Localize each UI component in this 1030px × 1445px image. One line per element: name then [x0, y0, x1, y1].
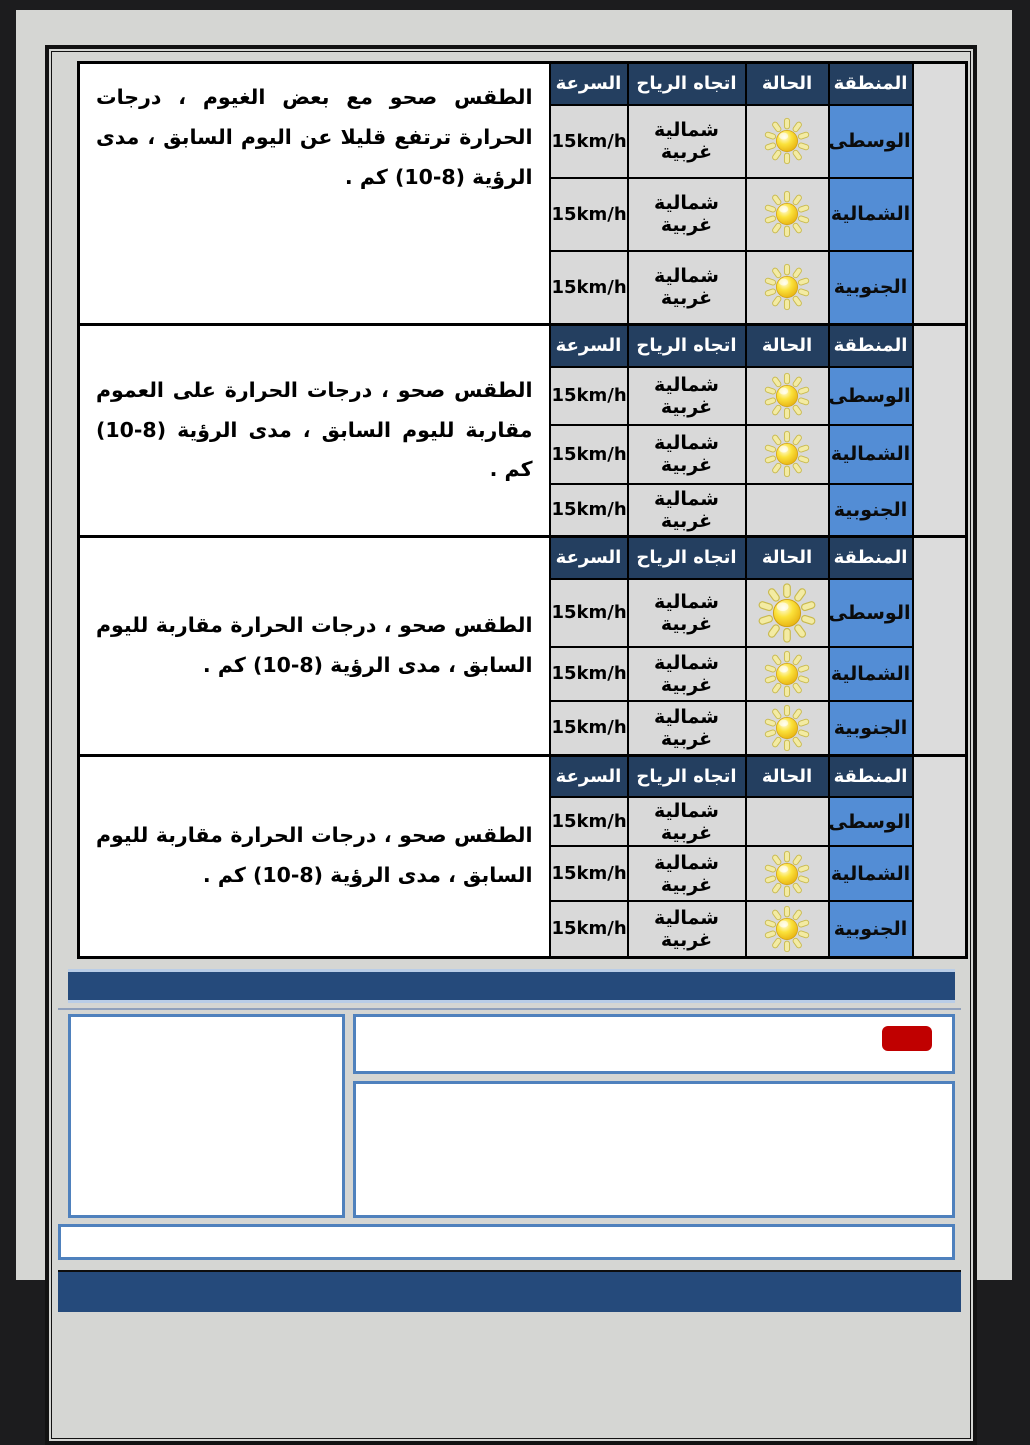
footer-navy-bar — [58, 1270, 961, 1312]
speed-cell: 15km/h — [550, 425, 628, 484]
region-cell: الجنوبية — [829, 251, 913, 325]
speed-header: السرعة — [550, 755, 628, 797]
condition-cell — [746, 367, 829, 426]
condition-header: الحالة — [746, 325, 829, 367]
condition-cell — [746, 579, 829, 647]
region-cell: الشمالية — [829, 846, 913, 901]
speed-cell: 15km/h — [550, 647, 628, 701]
header-row — [79, 537, 967, 579]
condition-cell — [746, 797, 829, 846]
footer-right-column — [353, 1014, 955, 1218]
day-section — [77, 323, 968, 538]
region-header: المنطقة — [829, 325, 913, 367]
condition-cell — [746, 901, 829, 957]
section-title-bar — [68, 969, 955, 1003]
speed-cell: 15km/h — [550, 251, 628, 325]
document-page — [16, 10, 1012, 1280]
red-badge — [882, 1026, 932, 1051]
region-cell: الوسطى — [829, 797, 913, 846]
day-date-cell — [913, 63, 967, 325]
wind-direction-cell: شمالية غربية — [628, 251, 746, 325]
sun-icon — [762, 849, 812, 899]
wind-direction-cell: شمالية غربية — [628, 105, 746, 178]
sun-icon — [762, 189, 812, 239]
region-header: المنطقة — [829, 63, 913, 105]
condition-header: الحالة — [746, 537, 829, 579]
sun-icon — [762, 703, 812, 753]
condition-cell — [746, 484, 829, 537]
day-date-cell — [913, 325, 967, 537]
sun-icon — [762, 649, 812, 699]
header-row — [79, 63, 967, 105]
day-forecast-description: الطقس صحو مع بعض الغيوم ، درجات الحرارة ترتفع قليلا عن اليوم السابق ، مدى الرؤية (8-10) كم . — [79, 63, 550, 325]
header-row — [79, 325, 967, 367]
condition-cell — [746, 105, 829, 178]
day-date-cell — [913, 755, 967, 957]
sun-icon — [762, 904, 812, 954]
region-cell: الوسطى — [829, 105, 913, 178]
region-cell: الشمالية — [829, 425, 913, 484]
day-forecast-description: الطقس صحو ، درجات الحرارة على العموم مقاربة لليوم السابق ، مدى الرؤية (8-10) كم . — [79, 325, 550, 537]
page-border-frame — [45, 45, 977, 1445]
wind-direction-header: اتجاه الرياح — [628, 537, 746, 579]
wind-direction-cell: شمالية غربية — [628, 484, 746, 537]
day-section — [77, 535, 968, 757]
sun-icon — [762, 262, 812, 312]
sun-icon — [755, 581, 819, 645]
day-section — [77, 754, 968, 959]
footer-note-box — [58, 1224, 955, 1260]
speed-cell: 15km/h — [550, 178, 628, 251]
condition-cell — [746, 846, 829, 901]
region-cell: الوسطى — [829, 579, 913, 647]
speed-cell: 15km/h — [550, 579, 628, 647]
condition-header: الحالة — [746, 63, 829, 105]
speed-cell: 15km/h — [550, 901, 628, 957]
forecast-table — [49, 61, 968, 959]
wind-direction-cell: شمالية غربية — [628, 367, 746, 426]
divider-line — [58, 1008, 961, 1010]
region-header: المنطقة — [829, 755, 913, 797]
condition-header: الحالة — [746, 755, 829, 797]
header-row — [79, 755, 967, 797]
condition-cell — [746, 425, 829, 484]
footer-right-bottom-box — [353, 1081, 955, 1218]
wind-direction-cell: شمالية غربية — [628, 901, 746, 957]
wind-direction-cell: شمالية غربية — [628, 178, 746, 251]
day-forecast-description: الطقس صحو ، درجات الحرارة مقاربة لليوم السابق ، مدى الرؤية (8-10) كم . — [79, 537, 550, 756]
condition-cell — [746, 647, 829, 701]
speed-cell: 15km/h — [550, 105, 628, 178]
wind-direction-header: اتجاه الرياح — [628, 325, 746, 367]
sun-icon — [762, 116, 812, 166]
wind-direction-header: اتجاه الرياح — [628, 755, 746, 797]
footer-right-top-box — [353, 1014, 955, 1074]
wind-direction-cell: شمالية غربية — [628, 647, 746, 701]
condition-cell — [746, 178, 829, 251]
day-section — [77, 61, 968, 326]
speed-cell: 15km/h — [550, 797, 628, 846]
condition-cell — [746, 251, 829, 325]
speed-cell: 15km/h — [550, 367, 628, 426]
day-forecast-description: الطقس صحو ، درجات الحرارة مقاربة لليوم السابق ، مدى الرؤية (8-10) كم . — [79, 755, 550, 957]
speed-cell: 15km/h — [550, 484, 628, 537]
wind-direction-cell: شمالية غربية — [628, 846, 746, 901]
day-date-cell — [913, 537, 967, 756]
region-cell: الوسطى — [829, 367, 913, 426]
footer-left-box — [68, 1014, 345, 1218]
condition-cell — [746, 701, 829, 756]
region-header: المنطقة — [829, 537, 913, 579]
region-cell: الجنوبية — [829, 701, 913, 756]
speed-header: السرعة — [550, 63, 628, 105]
sun-icon — [762, 429, 812, 479]
wind-direction-cell: شمالية غربية — [628, 425, 746, 484]
region-cell: الجنوبية — [829, 484, 913, 537]
wind-direction-cell: شمالية غربية — [628, 797, 746, 846]
wind-direction-cell: شمالية غربية — [628, 701, 746, 756]
region-cell: الجنوبية — [829, 901, 913, 957]
speed-cell: 15km/h — [550, 846, 628, 901]
speed-cell: 15km/h — [550, 701, 628, 756]
speed-header: السرعة — [550, 325, 628, 367]
sun-icon — [762, 371, 812, 421]
speed-header: السرعة — [550, 537, 628, 579]
wind-direction-cell: شمالية غربية — [628, 579, 746, 647]
footer-boxes — [68, 1014, 955, 1218]
page-content — [49, 49, 973, 1312]
region-cell: الشمالية — [829, 647, 913, 701]
wind-direction-header: اتجاه الرياح — [628, 63, 746, 105]
region-cell: الشمالية — [829, 178, 913, 251]
